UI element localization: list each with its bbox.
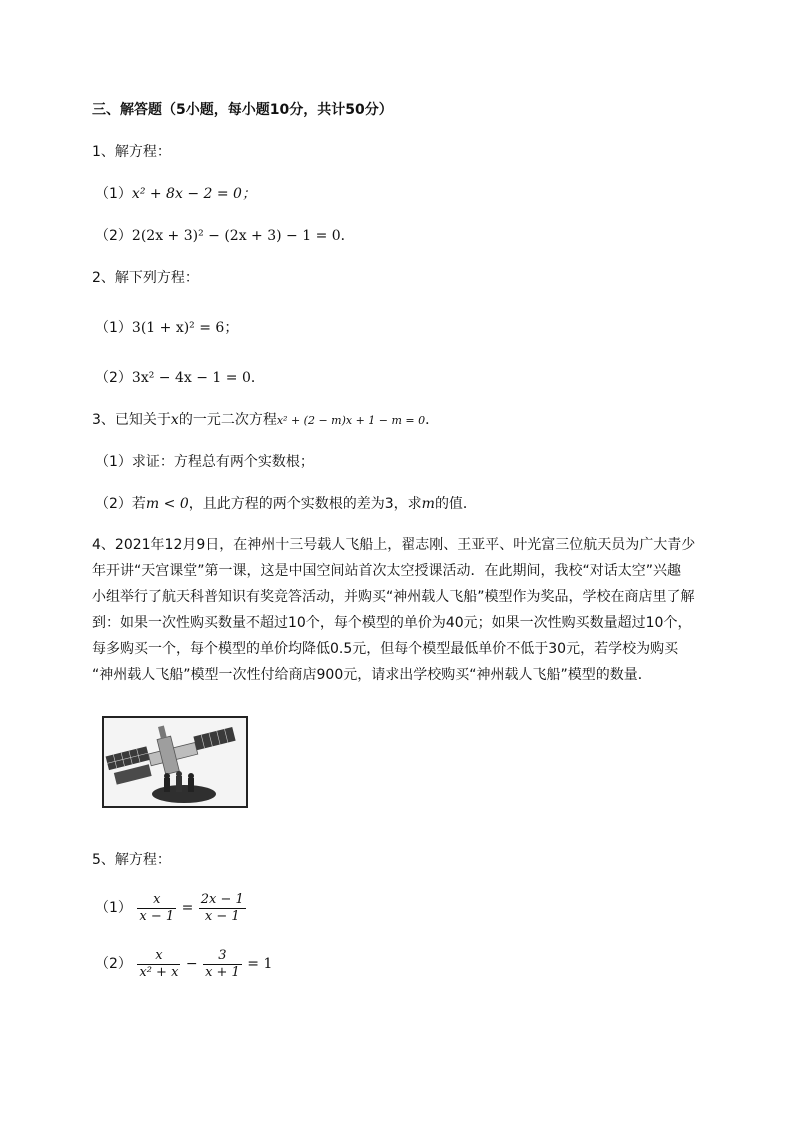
section-heading: 三、解答题（5小题，每小题10分，共计50分） — [92, 102, 393, 118]
q1-part1: （1）x² + 8x − 2 = 0； — [95, 186, 256, 202]
q3-part2: （2）若m < 0，且此方程的两个实数根的差为3，求m的值． — [95, 496, 477, 512]
q1-part2: （2）2(2x + 3)² − (2x + 3) − 1 = 0． — [95, 228, 355, 244]
q4-line: 到：如果一次性购买数量不超过10个，每个模型的单价为40元；如果一次性购买数量超过10个， — [92, 615, 692, 631]
fraction: $\frac{x}{x - 1}$ — [139, 891, 175, 924]
space-station-illustration — [104, 718, 246, 806]
q4-line: 4、2021年12月9日，在神州十三号载人飞船上，翟志刚、王亚平、叶光富三位航天员为广大青少 — [92, 537, 696, 553]
q3-title: 3、已知关于x的一元二次方程x² + (2 − m)x + 1 − m = 0． — [92, 412, 440, 428]
q3-part1: （1）求证：方程总有两个实数根； — [95, 454, 314, 470]
q4-paragraph — [92, 532, 722, 688]
q2-part2: （2）3x² − 4x − 1 = 0． — [95, 370, 265, 386]
q2-title: 2、解下列方程： — [92, 270, 199, 286]
q5-part1: （1） $\frac{x}{x - 1}$ = $\frac{2x - 1}{x - 1}$ — [95, 891, 244, 924]
q4-line: 每多购买一个，每个模型的单价均降低0.5元，但每个模型最低单价不低于30元，若学校为购买 — [92, 641, 679, 657]
q5-part2: （2） $\frac{x}{\text{x² + x}}$ − $\frac{3}{x + 1}$ = 1 — [95, 947, 273, 980]
q4-line: 年开讲“天宫课堂”第一课，这是中国空间站首次太空授课活动．在此期间，我校“对话太空”兴趣 — [92, 563, 682, 579]
fraction: $\frac{x}{\text{x² + x}}$ — [139, 947, 179, 980]
space-station-photo — [102, 716, 248, 808]
q2-part1: （1）3(1 + x)² = 6； — [95, 320, 239, 336]
fraction: $\frac{3}{x + 1}$ — [205, 947, 240, 980]
q1-title: 1、解方程： — [92, 144, 171, 160]
fraction: $\frac{2x - 1}{x - 1}$ — [200, 891, 244, 924]
q4-line: “神州载人飞船”模型一次性付给商店900元，请求出学校购买“神州载人飞船”模型的数量． — [92, 667, 652, 683]
q4-line: 小组举行了航天科普知识有奖竞答活动，并购买“神州载人飞船”模型作为奖品，学校在商店里了解 — [92, 589, 695, 605]
q5-title: 5、解方程： — [92, 852, 171, 868]
